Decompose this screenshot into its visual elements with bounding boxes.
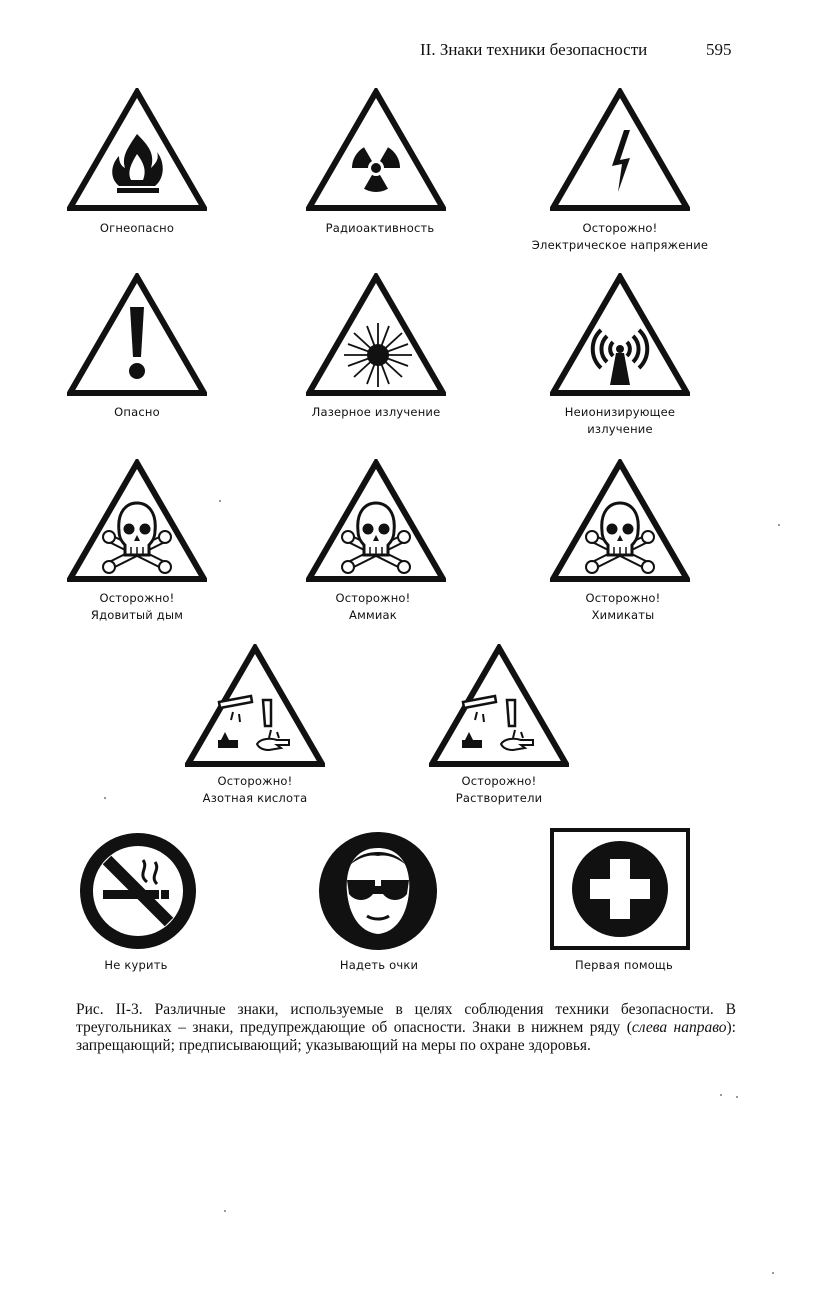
sign-caption-non-ionizing: Неионизирующее излучение — [564, 405, 676, 436]
laser-sign — [306, 273, 446, 397]
running-header-title: II. Знаки техники безопасности — [420, 40, 648, 59]
wear-goggles-sign — [317, 830, 439, 952]
non-ionizing-sign — [550, 273, 690, 397]
radioactive-sign — [306, 88, 446, 212]
chemicals-sign — [550, 459, 690, 583]
flammable-sign — [67, 88, 207, 212]
electric-sign — [550, 88, 690, 212]
sign-caption-solvents: Осторожно! Растворители — [455, 774, 543, 805]
figure-caption: Рис. II-3. Различные знаки, используемые в целях соблюдения техники безопасности. В треугольниках – знаки, предупреждающие об опасности. Знаки в нижнем ряду (слева направо): запрещающий; предписывающий; указывающий на меры по охране здоровья. — [76, 1001, 736, 1054]
sign-caption-flammable: Огнеопасно — [99, 221, 175, 235]
nitric-acid-sign — [185, 644, 325, 768]
ammonia-sign — [306, 459, 446, 583]
solvents-sign — [429, 644, 569, 768]
no-smoking-sign — [77, 830, 199, 952]
sign-caption-electric: Осторожно! Электрическое напряжение — [531, 221, 709, 252]
sign-caption-ammonia: Осторожно! Аммиак — [335, 591, 411, 622]
toxic-smoke-sign — [67, 459, 207, 583]
sign-caption-first-aid: Первая помощь — [575, 958, 673, 972]
sign-caption-radioactive: Радиоактивность — [325, 221, 435, 235]
danger-sign — [67, 273, 207, 397]
first-aid-sign — [550, 828, 690, 950]
sign-caption-chemicals: Осторожно! Химикаты — [585, 591, 661, 622]
sign-caption-nitric-acid: Осторожно! Азотная кислота — [202, 774, 308, 805]
sign-caption-danger: Опасно — [114, 405, 160, 419]
sign-caption-wear-goggles: Надеть очки — [339, 958, 419, 972]
page-number: 595 — [706, 40, 732, 59]
sign-caption-toxic-smoke: Осторожно! Ядовитый дым — [90, 591, 184, 622]
sign-caption-laser: Лазерное излучение — [311, 405, 441, 419]
sign-caption-no-smoking: Не курить — [104, 958, 168, 972]
